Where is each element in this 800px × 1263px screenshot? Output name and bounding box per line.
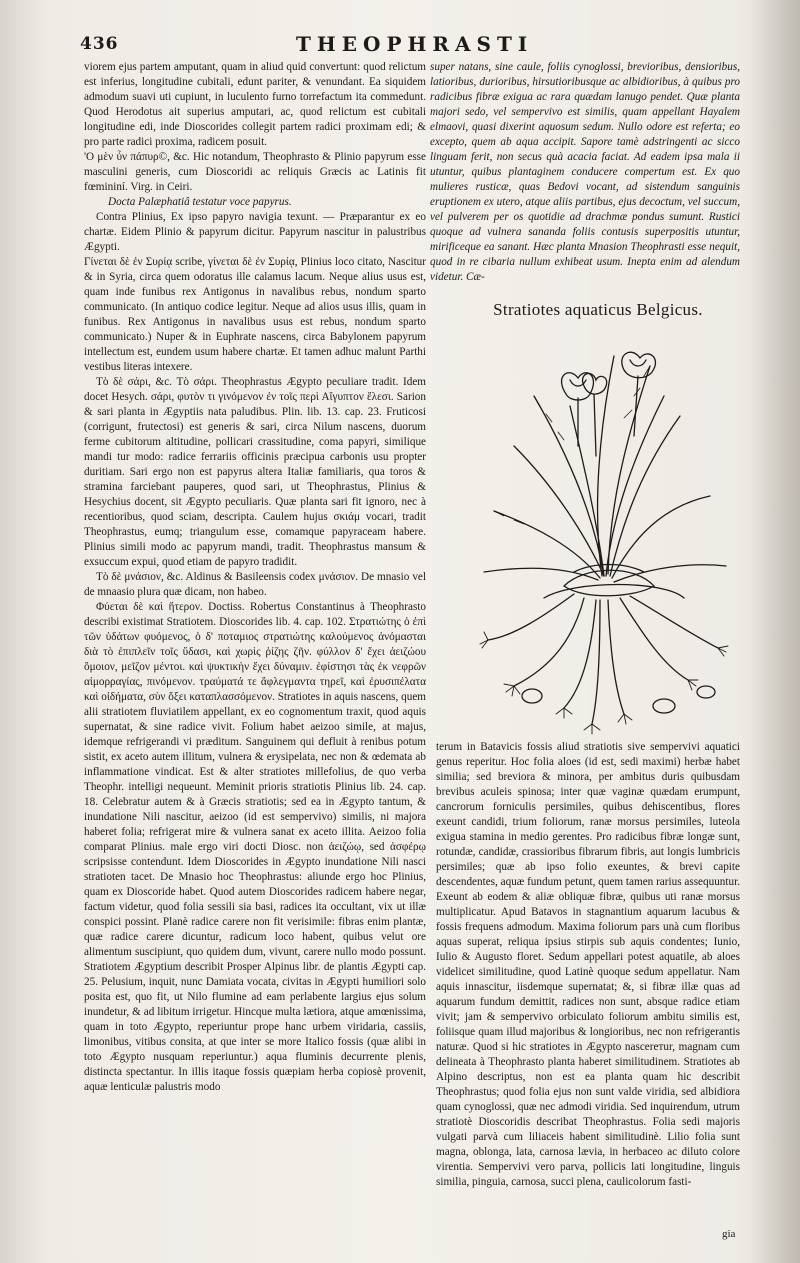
page-number: 436 xyxy=(80,34,119,54)
paragraph: Contra Plinius, Ex ipso papyro navigia texunt. — Præparantur ex eo chartæ. Eidem Plinio & papyrum dicitur. Papyrum nascitur in palustribus Ægypti. xyxy=(84,211,426,253)
page-edge-shadow xyxy=(740,0,800,1263)
paragraph: viorem ejus partem amputant, quam in aliud quid convertunt: quod relictum est inferius, longitudine cubitali, edunt pariter, & venundant. Ea siquidem admodum suavi uti cupiunt, in luculento furno torrefactum ita commedunt. Quod Herodotus ait superius amputari, ac, quod relictum est cubitali longitudine edi, inde Dioscorides collegit partem radici proximam edi; & pro parte radici proxima, radicem posuit. xyxy=(84,61,426,148)
paragraph: 'Ο μὲν ὖν πάπυρ©, &c. Hic notandum, Theophrasto & Plinio papyrum esse masculini generis, cum Dioscoridi ac reliquis Græcis ac Latinis fit fœmininí. Virg. in Ceiri. xyxy=(84,151,426,193)
paragraph: Τὸ δὲ μνάσιον, &c. Aldinus & Basileensis codex μνάσιον. De mnasio vel de mnaasio plura quæ dicam, non habeo. xyxy=(84,571,426,598)
right-text-column-top xyxy=(430,60,740,290)
right-text-column-bottom xyxy=(436,740,740,1226)
left-text-column xyxy=(84,60,426,1228)
catchword: gia xyxy=(722,1228,736,1240)
page-header xyxy=(80,34,740,62)
paragraph: terum in Batavicis fossis aliud stratiotis sive sempervivi aquatici genus reperitur. Hoc folia aloes (id est, sedi maximi) herbæ habet similia; sed breviora & minora, per ambitus duris quibusdam brevibus aculeis spinosa; inter quæ vaginæ quædam erumpunt, cancrorum forniculis persimiles, quibus dehiscentibus, flores exeunt candidi, trium foliorum, ranæ morsus persimiles, luteola exigua stamina in medio gerentes. Pro radicibus fibræ longæ sunt, rotundæ, candidæ, crassioribus fibrarum fibris, aut longis lumbricis persimiles; quæ ab ipso folio exeuntes, & brevi capite descendentes, aquæ fundum petunt, quem tamen rarius assequuntur. Exeunt ab eodem & aliæ obliquæ fibræ, quibus uti ranæ morsus multiplicatur. Apud Batavos in stagnantium aquarum lacubus & fossis frequens admodum. Maxima foliorum pars unà cum floribus aquas superat, reliqua ipsius stirpis sub aquis condentes; Iunio, Iulio & Augusto floret. Sedum appellari potest aquatile, ab aloes videlicet similitudine, quod Latinè quoque sedum appellatur. Nam aquis innascitur, iisdemque supernatat; &, si fibræ illæ quas ad aquarum fundum demittit, radices non sunt, absque radice etiam vivit; jam & sempervivo orbiculato foliorum ambitu similis est, foliisque quam illud majoribus & longioribus, nec non refrigerantis naturæ. Quod si hic stratiotes in Ægypto nascereтur, magnam cum delineata à Theophrasto planta haberet similitudinem. Stratiotes ab Alpino descriptus, non est ea planta quam hic describit Theophrastus; quod folia ejus non sunt valde viridia, sed albidiora quam cynoglossi, quæ nec admodi viridia. Sed inquirendum, utrum stratiotè Dioscoridis describat Theophrastus. Folia sedi majoris vulgati parvà cum liliaceis habent similitudinè. Lilio folia sunt magna, oblonga, lata, carnosa lævia, in herbaceo ac diluto colore virentia. Sempervivi vero parva, pollicis lati longitudine, linguis similia, pinguia, carnosa, succi plena, caulicolorum fasti- xyxy=(436,741,740,1188)
paragraph: super natans, sine caule, foliis cynoglossi, brevioribus, densioribus, latioribus, durioribus, hirsutioribusque ac albidioribus, à quibus pro radicibus fibræ exigua ac rara quædam lanugo pendet. Quæ planta majori sedo, vel sempervivo est similis, quam appellant Hayalem elmaovi, quasi dixerint aquosum sedum. Nullo odore est referta; eo excepto, quem ab aqua accipit. Sapore tamè adstringenti ac sicco linguam ferit, non secus quà acacia faciat. Ad eadem ipsa mala ii utuntur, quibus plantaginem conducere compertum est. Ex quo mulieres rusticæ, quas Bedovi vocant, ad sistendum sanguinis eruptionem ex utero, atque aliis partibus, ejus decoctum, vel succum, vel pulverem per os quotidie ad drachmæ pondus sumunt. Rustici quoque ad vulnera sananda foliis contusis superpositis utuntur, mirificeque ea sanant. Hæc planta Mnasion Theophrasti esse nequit, quod in re cibaria nullum exhibeat usum. Inepta enim ad alendum videtur. Cæ- xyxy=(430,61,740,283)
stratiotes-plant-illustration xyxy=(474,336,734,738)
plant-woodcut-drawing xyxy=(474,336,734,738)
figure-caption: Stratiotes aquaticus Belgicus. xyxy=(493,300,703,319)
paragraph: Φύεται δὲ καὶ ἥτερον. Doctiss. Robertus Constantinus à Theophrasto describi existimat Stratiotem. Dioscorides lib. 4. cap. 102. Στρατιώτης ὁ ἐπὶ τῶν ὑδάτων φυόμενος, ὁ δ' ποταμιος στρατιώτης καλούμενος ἀνόμασται διὰ τὸ ἐπιπλεῖν τοῖς ὕδασι, καὶ χωρὶς ῥίζης ζῆν. φύλλον δ' ἔχει ἀειζώου ὅμοιον, μεῖζον μέντοι. καὶ ψυκτικὴν ἔχει δύναμιν. ἐφίστησι τὰς ἐκ νεφρῶν αἱμορραγίας, πινόμενον. τραύματά τε ἄφλεγμαντα τηρεῖ, καὶ ἐρυσιπέλατα καὶ οἰδήματα, σὺν ὄξει καταπλασσόμενον. Stratiotes in aquis nascens, quem alii stratiotem fluviatilem appellant, ex eo cognomentum traxit, quod aquis supernatat, & sine radice vivit. Folium habet aeizoo simile, at majus, idemque refrigerandi vi præditum. Sanguinem qui defluit à renibus potum sistit, ex aceto autem illitum, vulnera & erysipelata, nec non & œdemata ab inflammatione vindicat. Est & alter stratiotes millefolius, de quo verba Theophr. intelligi nequeunt. Meminit prioris stratiotis Plinius lib. 24. cap. 18. Celebratur autem & à Græcis stratiotis; sed ea in Ægypto tantum, & inundatione Nili nascitur, aeizoo (id est sempervivo) similis, ni majora haberet folia; refrigerat mire & vulnera sanat ex aceto illita. Aeizoo folia comparat Plinius. male ergo viri docti Diosc. non ἀειζώῳ, sed ἀσφέρῳ scripsisse contendunt. Idem Dioscorides in Ægypto inundatione Nili nasci stratioten tacet. De Mnasio hoc Theophrastus: aliunde ergo hoc Plinius, quam ex Dioscoride habet. Quod autem Dioscorides radicem habere negar, factum videtur, quod folia sessili sia basi, radices ita occultant, vix ut illæ conspici possint. Planè radice carere non fit verisimile: fibras enim plantæ, quæ radice carere dicuntur, radicum loco habent, quibus velut ore alimentum suscipiunt, quo quidem dum, vivunt, carere nullo modo possunt. Stratiotem Ægyptium describit Prosper Alpinus libr. de plantis Ægypti cap. 25. Pelusium, inquit, nunc Damiata vocata, civitas in Ægypti humiliori solo posita est, quo fit, ut Nilo flumine ad eam perlabente largius ejus solum inundetur, & ad libitum irrigetur. Hincque multa lætiora, atque amœnissima, quam in toto Ægypto, reperiuntur prope hanc urbem viridaria, cassiis, limonibus, vitibus consita, at que inter se more Italico fossis (quæ alibi in toto Ægypto nusquam reperiuntur.) aqua fluminis decurrente plenis, distincta spectantur. In illis itaque fossis quæpiam herba copiosè provenit, aquæ lenticulæ palustris modo xyxy=(84,601,426,1093)
running-title: THEOPHRASTI xyxy=(296,32,534,56)
paragraph: Docta Palæphatiâ testatur voce papyrus. xyxy=(108,196,292,208)
paragraph: Τὸ δὲ σάρι, &c. Τὸ σάρι. Theophrastus Ægypto peculiare tradit. Idem docet Hesych. σάρι, φυτὸν τι γινόμενον ἐν τοῖς περὶ Αἴγυπτον ἕλεσι. Sarion & sari planta in Ægyptiis nata paludibus. Plin. lib. 13. cap. 23. Fruticosi (corrigunt, frutectosi) est generis & sari, circa Nilum nascens, duorum ferme cubitorum altitudine, pollicari crassitudine, coma papyri, similique mandi tur modo: radice ferrariis officinis præcipua carbonis usu propter duritiam. Sari ergo non est papyrus altera Italiæ familiaris, qua toros & stramina farciebant pauperes, quod sari, ut Theophrastus, Plinius & Hesychius docent, sit Ægypto peculiaris. Quæ planta sari fit ignoro, nec à recentioribus, quod sciam, descripta. Caulem hujus σκιάμ vocari, tradit Theophrastus, eumq; triangulum esse, comamque papyraceam habere. Plinius simili modo ac papyrum mandi, tradit. Theophrastus mansum & exsuccum expui, quod etiam de papyro tradidit. xyxy=(84,376,426,568)
paragraph: Γίνεται δὲ ἐν Συρίᾳ scribe, γίνεται δὲ ἐν Συρίᾳ, Plinius loco citato, Nascitur & in Syria, circa quem odoratus ille calamus lacum. Neque alius usus est, quam inde funibus rex Antigonus in navalibus rebus, nondum sparto communicato. (In antiquo codice legitur. Neque ad alios usus illis, quam in funibus. Rex Antigonus in navalibus usus est rebus, nondum sparto communicato.) Nuper & in Euphrate nascens, circa Babylonem papyrum intellectum est, eundem usum habere chartæ. Et tamen adhuc malunt Parthi vestibus literas intexere. xyxy=(84,256,426,373)
